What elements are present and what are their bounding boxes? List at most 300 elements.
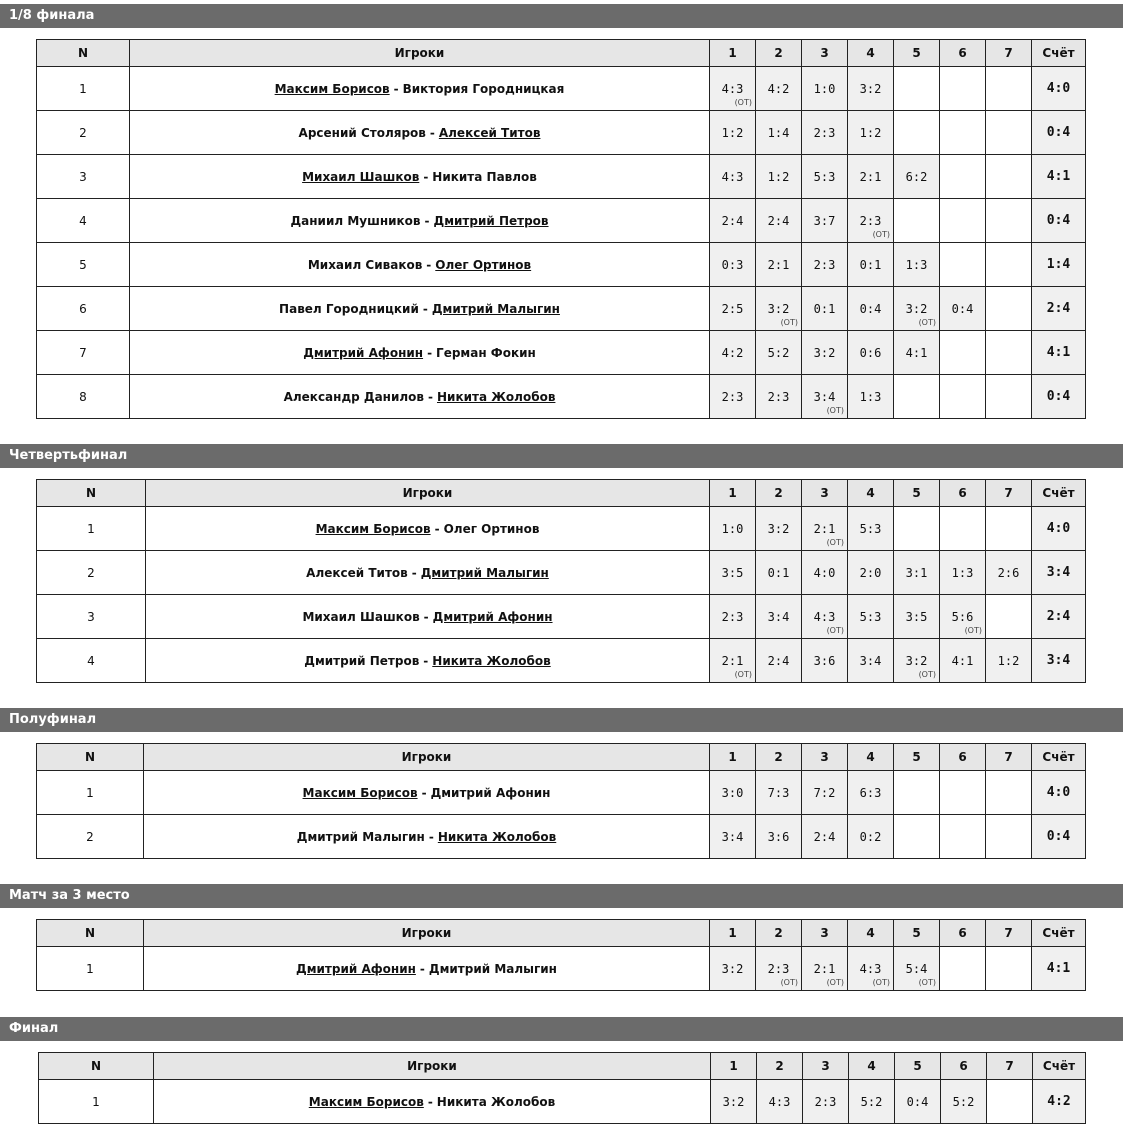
set-score: 3:2 [767, 301, 790, 316]
results-table [36, 919, 1086, 991]
round-section [0, 4, 1123, 415]
column-header-set: 6 [940, 480, 986, 507]
match-row [37, 287, 1086, 331]
set-score: 2:3 [859, 213, 882, 228]
set-score: 0:3 [721, 257, 744, 272]
set-score-cell [986, 551, 1032, 595]
set-score: 5:3 [859, 521, 882, 536]
player-one-link[interactable]: Михаил Шашков [302, 609, 420, 624]
set-score-cell [894, 595, 940, 639]
player-one-link[interactable]: Дмитрий Петров [304, 653, 420, 668]
set-score-cell [710, 551, 756, 595]
overtime-label: (ОТ) [826, 978, 844, 987]
player-one-link[interactable]: Дмитрий Афонин [303, 345, 424, 360]
column-header-set: 7 [986, 744, 1032, 771]
player-two-link[interactable]: Никита Жолобов [432, 653, 551, 668]
match-row [37, 595, 1086, 639]
set-score-cell [756, 331, 802, 375]
column-header-set: 7 [987, 1053, 1033, 1080]
overtime-label: (ОТ) [826, 538, 844, 547]
column-header-set: 4 [848, 920, 894, 947]
players-separator: - [411, 565, 417, 580]
set-score: 1:2 [721, 125, 744, 140]
set-score-cell [894, 67, 940, 111]
player-two-link[interactable]: Дмитрий Афонин [430, 785, 551, 800]
set-score-cell [894, 375, 940, 419]
player-two-link[interactable]: Дмитрий Малыгин [420, 565, 549, 580]
column-header-set: 5 [894, 920, 940, 947]
column-header-players: Игроки [144, 744, 710, 771]
match-number: 5 [37, 243, 130, 287]
results-table [36, 39, 1086, 419]
match-score: 4:0 [1032, 67, 1086, 111]
set-score: 2:4 [721, 213, 744, 228]
set-score-cell [986, 287, 1032, 331]
set-score-cell [894, 331, 940, 375]
player-two-link[interactable]: Никита Павлов [432, 169, 537, 184]
players-separator: - [428, 389, 433, 404]
match-players [130, 67, 710, 111]
player-two-link[interactable]: Дмитрий Афонин [432, 609, 553, 624]
set-score-cell [987, 1080, 1033, 1124]
set-score-cell [894, 287, 940, 331]
overtime-label: (ОТ) [872, 978, 890, 987]
match-number: 4 [37, 639, 146, 683]
set-score-cell [802, 155, 848, 199]
set-score-cell [986, 375, 1032, 419]
set-score: 3:7 [813, 213, 836, 228]
set-score-cell [848, 507, 894, 551]
player-two-link[interactable]: Никита Жолобов [437, 829, 557, 844]
player-one-link[interactable]: Максим Борисов [302, 785, 418, 800]
players-separator: - [426, 257, 432, 272]
set-score: 3:0 [721, 785, 744, 800]
set-score-cell [940, 243, 986, 287]
column-header-set: 3 [802, 920, 848, 947]
column-header-set: 3 [803, 1053, 849, 1080]
set-score-cell [940, 67, 986, 111]
set-score: 2:6 [997, 565, 1020, 580]
column-header-set: 3 [802, 480, 848, 507]
overtime-label: (ОТ) [734, 98, 752, 107]
column-header-set: 4 [848, 40, 894, 67]
set-score: 0:6 [859, 345, 882, 360]
set-score: 5:2 [767, 345, 790, 360]
player-two-link[interactable]: Герман Фокин [436, 345, 536, 360]
set-score: 3:2 [722, 1094, 745, 1109]
player-one-link[interactable]: Павел Городницкий [279, 301, 419, 316]
set-score: 3:2 [721, 961, 744, 976]
match-row [37, 771, 1086, 815]
set-score: 3:4 [721, 829, 744, 844]
match-score: 2:4 [1032, 287, 1086, 331]
set-score: 1:2 [859, 125, 882, 140]
set-score: 0:1 [813, 301, 836, 316]
set-score-cell [802, 111, 848, 155]
round-section [0, 1017, 1123, 1109]
match-players [130, 111, 710, 155]
column-header-set: 7 [986, 40, 1032, 67]
set-score-cell [756, 947, 802, 991]
set-score: 5:3 [813, 169, 836, 184]
set-score-cell [756, 375, 802, 419]
player-one-link[interactable]: Максим Борисов [274, 81, 390, 96]
player-two-link[interactable]: Олег Ортинов [435, 257, 532, 272]
overtime-label: (ОТ) [734, 670, 752, 679]
set-score-cell [710, 111, 756, 155]
set-score-cell [940, 199, 986, 243]
set-score: 4:3 [813, 609, 836, 624]
column-header-set: 2 [757, 1053, 803, 1080]
players-separator: - [434, 521, 440, 536]
round-title: Матч за 3 место [0, 884, 1123, 908]
set-score-cell [803, 1080, 849, 1124]
match-players [130, 243, 710, 287]
set-score: 2:0 [859, 565, 882, 580]
match-score: 0:4 [1032, 199, 1086, 243]
player-one-link[interactable]: Алексей Титов [306, 565, 408, 580]
set-score: 2:3 [721, 609, 744, 624]
match-row [37, 67, 1086, 111]
column-header-set: 6 [940, 920, 986, 947]
match-number: 2 [37, 551, 146, 595]
set-score: 4:3 [721, 81, 744, 96]
match-players [146, 595, 710, 639]
overtime-label: (ОТ) [780, 978, 798, 987]
match-score: 2:4 [1032, 595, 1086, 639]
match-row [37, 507, 1086, 551]
set-score-cell [848, 771, 894, 815]
set-score-cell [986, 507, 1032, 551]
player-two-link[interactable]: Алексей Титов [438, 125, 541, 140]
set-score-cell [894, 199, 940, 243]
set-score-cell [710, 771, 756, 815]
match-number: 1 [37, 947, 144, 991]
set-score-cell [802, 595, 848, 639]
results-table [36, 743, 1086, 859]
set-score: 5:2 [952, 1094, 975, 1109]
header-row [39, 1053, 1086, 1080]
player-one-link[interactable]: Александр Данилов [283, 389, 425, 404]
set-score-cell [848, 67, 894, 111]
match-score: 3:4 [1032, 639, 1086, 683]
set-score: 3:1 [905, 565, 928, 580]
column-header-set: 5 [894, 40, 940, 67]
set-score-cell [940, 111, 986, 155]
column-header-set: 7 [986, 480, 1032, 507]
column-header-set: 7 [986, 920, 1032, 947]
set-score-cell [756, 111, 802, 155]
set-score-cell [710, 375, 756, 419]
match-number: 6 [37, 287, 130, 331]
match-number: 1 [39, 1080, 154, 1124]
set-score-cell [894, 507, 940, 551]
match-row [37, 243, 1086, 287]
set-score: 5:2 [860, 1094, 883, 1109]
match-number: 1 [37, 771, 144, 815]
set-score-cell [756, 287, 802, 331]
set-score: 3:4 [767, 609, 790, 624]
set-score-cell [756, 243, 802, 287]
match-row [37, 639, 1086, 683]
match-score: 4:0 [1032, 771, 1086, 815]
header-row [37, 744, 1086, 771]
player-one-link[interactable]: Максим Борисов [308, 1094, 424, 1109]
match-score: 4:1 [1032, 331, 1086, 375]
set-score-cell [802, 947, 848, 991]
set-score-cell [940, 815, 986, 859]
column-header-n: N [37, 40, 130, 67]
match-row [37, 375, 1086, 419]
match-score: 1:4 [1032, 243, 1086, 287]
set-score: 4:3 [768, 1094, 791, 1109]
match-players [144, 815, 710, 859]
player-two-link[interactable]: Олег Ортинов [443, 521, 540, 536]
player-two-link[interactable]: Дмитрий Малыгин [428, 961, 557, 976]
set-score: 2:3 [767, 961, 790, 976]
player-two-link[interactable]: Никита Жолобов [437, 389, 556, 404]
players-separator: - [419, 961, 425, 976]
player-one-link[interactable]: Максим Борисов [315, 521, 431, 536]
set-score-cell [756, 507, 802, 551]
set-score-cell [940, 287, 986, 331]
set-score: 4:1 [951, 653, 974, 668]
set-score-cell [986, 331, 1032, 375]
set-score-cell [894, 771, 940, 815]
header-row [37, 40, 1086, 67]
set-score-cell [802, 375, 848, 419]
column-header-players: Игроки [154, 1053, 711, 1080]
column-header-score: Счёт [1032, 480, 1086, 507]
player-two-link[interactable]: Дмитрий Петров [433, 213, 549, 228]
set-score-cell [802, 199, 848, 243]
set-score-cell [710, 67, 756, 111]
column-header-players: Игроки [130, 40, 710, 67]
header-row [37, 920, 1086, 947]
set-score-cell [802, 507, 848, 551]
set-score-cell [986, 67, 1032, 111]
column-header-set: 2 [756, 40, 802, 67]
column-header-set: 1 [710, 40, 756, 67]
column-header-set: 2 [756, 744, 802, 771]
match-number: 1 [37, 507, 146, 551]
set-score-cell [986, 243, 1032, 287]
set-score-cell [986, 111, 1032, 155]
set-score-cell [894, 111, 940, 155]
player-one-link[interactable]: Арсений Столяров [298, 125, 426, 140]
set-score-cell [848, 815, 894, 859]
set-score: 1:0 [721, 521, 744, 536]
match-row [37, 155, 1086, 199]
set-score: 6:3 [859, 785, 882, 800]
player-one-link[interactable]: Даниил Мушников [290, 213, 421, 228]
player-one-link[interactable]: Михаил Шашков [302, 169, 420, 184]
match-players [146, 639, 710, 683]
player-two-link[interactable]: Дмитрий Малыгин [431, 301, 560, 316]
set-score: 3:5 [905, 609, 928, 624]
set-score-cell [848, 155, 894, 199]
column-header-set: 1 [710, 920, 756, 947]
match-players [130, 287, 710, 331]
match-number: 2 [37, 815, 144, 859]
set-score: 0:1 [767, 565, 790, 580]
set-score: 4:3 [859, 961, 882, 976]
players-separator: - [422, 301, 428, 316]
column-header-n: N [37, 920, 144, 947]
match-row [37, 111, 1086, 155]
set-score-cell [848, 375, 894, 419]
match-players [146, 507, 710, 551]
set-score-cell [848, 639, 894, 683]
set-score-cell [940, 771, 986, 815]
players-separator: - [423, 169, 429, 184]
column-header-set: 5 [894, 480, 940, 507]
players-separator: - [393, 81, 399, 96]
set-score-cell [986, 771, 1032, 815]
set-score: 0:4 [906, 1094, 929, 1109]
set-score-cell [848, 243, 894, 287]
column-header-set: 3 [802, 744, 848, 771]
column-header-set: 3 [802, 40, 848, 67]
match-number: 2 [37, 111, 130, 155]
match-players [144, 771, 710, 815]
set-score: 3:2 [767, 521, 790, 536]
set-score: 3:4 [859, 653, 882, 668]
player-one-link[interactable]: Дмитрий Малыгин [296, 829, 425, 844]
match-number: 3 [37, 155, 130, 199]
set-score: 4:3 [721, 169, 744, 184]
column-header-score: Счёт [1032, 40, 1086, 67]
set-score-cell [940, 595, 986, 639]
match-players [130, 155, 710, 199]
player-one-link[interactable]: Михаил Сиваков [307, 257, 423, 272]
set-score: 1:2 [767, 169, 790, 184]
set-score: 3:2 [905, 653, 928, 668]
match-number: 3 [37, 595, 146, 639]
set-score: 3:2 [813, 345, 836, 360]
set-score: 3:2 [905, 301, 928, 316]
set-score: 6:2 [905, 169, 928, 184]
set-score-cell [986, 947, 1032, 991]
round-section [0, 884, 1123, 987]
set-score: 1:0 [813, 81, 836, 96]
round-title: Финал [0, 1017, 1123, 1041]
set-score-cell [802, 639, 848, 683]
column-header-set: 4 [849, 1053, 895, 1080]
set-score: 3:2 [859, 81, 882, 96]
match-score: 4:0 [1032, 507, 1086, 551]
players-separator: - [429, 125, 435, 140]
match-number: 8 [37, 375, 130, 419]
results-table [36, 479, 1086, 683]
set-score-cell [848, 551, 894, 595]
player-two-link[interactable]: Виктория Городницкая [402, 81, 565, 96]
match-row [37, 815, 1086, 859]
set-score-cell [710, 331, 756, 375]
set-score: 3:5 [721, 565, 744, 580]
set-score: 2:1 [767, 257, 790, 272]
set-score: 1:3 [951, 565, 974, 580]
set-score-cell [986, 199, 1032, 243]
round-title: Четвертьфинал [0, 444, 1123, 468]
set-score: 5:4 [905, 961, 928, 976]
set-score-cell [756, 67, 802, 111]
set-score-cell [802, 243, 848, 287]
set-score: 2:3 [767, 389, 790, 404]
set-score-cell [757, 1080, 803, 1124]
match-row [37, 199, 1086, 243]
set-score: 7:3 [767, 785, 790, 800]
set-score: 2:1 [859, 169, 882, 184]
match-score: 3:4 [1032, 551, 1086, 595]
player-two-link[interactable]: Никита Жолобов [436, 1094, 556, 1109]
match-players [154, 1080, 711, 1124]
match-row [37, 331, 1086, 375]
set-score: 3:4 [813, 389, 836, 404]
match-players [130, 331, 710, 375]
match-players [130, 199, 710, 243]
column-header-set: 2 [756, 480, 802, 507]
set-score-cell [894, 243, 940, 287]
set-score-cell [848, 595, 894, 639]
set-score-cell [802, 551, 848, 595]
set-score: 2:1 [721, 653, 744, 668]
match-score: 4:1 [1032, 947, 1086, 991]
column-header-players: Игроки [144, 920, 710, 947]
match-row [39, 1080, 1086, 1124]
set-score-cell [940, 507, 986, 551]
set-score-cell [802, 331, 848, 375]
set-score-cell [848, 947, 894, 991]
set-score-cell [802, 815, 848, 859]
round-section [0, 708, 1123, 844]
set-score-cell [802, 67, 848, 111]
set-score: 2:3 [721, 389, 744, 404]
overtime-label: (ОТ) [918, 670, 936, 679]
set-score-cell [894, 551, 940, 595]
set-score-cell [756, 771, 802, 815]
set-score-cell [894, 639, 940, 683]
players-separator: - [424, 213, 430, 228]
set-score-cell [940, 155, 986, 199]
column-header-score: Счёт [1033, 1053, 1086, 1080]
column-header-n: N [39, 1053, 154, 1080]
set-score: 5:3 [859, 609, 882, 624]
round-title: 1/8 финала [0, 4, 1123, 28]
set-score-cell [894, 155, 940, 199]
match-score: 4:2 [1033, 1080, 1086, 1124]
set-score: 5:6 [951, 609, 974, 624]
column-header-set: 6 [941, 1053, 987, 1080]
set-score: 2:4 [767, 213, 790, 228]
set-score-cell [710, 507, 756, 551]
set-score: 4:1 [905, 345, 928, 360]
set-score: 0:4 [859, 301, 882, 316]
set-score-cell [940, 639, 986, 683]
set-score: 4:2 [767, 81, 790, 96]
column-header-set: 5 [894, 744, 940, 771]
set-score-cell [941, 1080, 987, 1124]
set-score-cell [802, 771, 848, 815]
set-score-cell [940, 947, 986, 991]
player-one-link[interactable]: Дмитрий Афонин [296, 961, 416, 976]
set-score: 2:3 [814, 1094, 837, 1109]
set-score-cell [802, 287, 848, 331]
set-score-cell [756, 199, 802, 243]
set-score-cell [940, 551, 986, 595]
set-score: 1:2 [997, 653, 1020, 668]
set-score-cell [848, 111, 894, 155]
